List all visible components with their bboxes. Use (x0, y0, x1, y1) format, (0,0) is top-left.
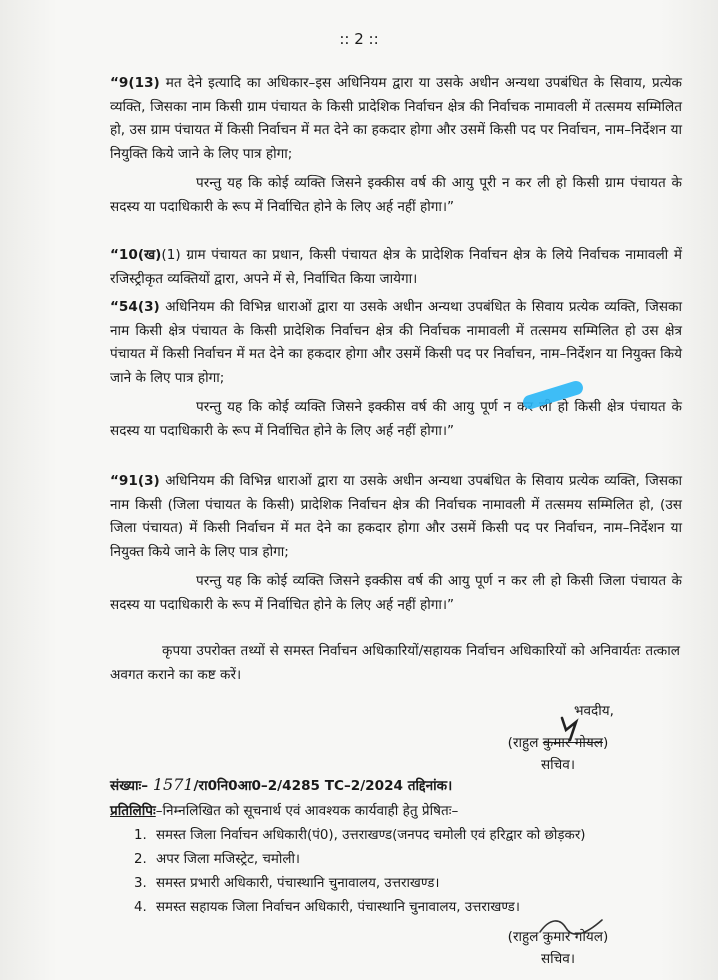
handwritten-number: 1571 (152, 775, 194, 794)
list-item: 1. समस्त जिला निर्वाचन अधिकारी(पं0), उत्तराखण्ड(जनपद चमोली एवं हरिद्वार को छोड़कर) (134, 828, 586, 843)
section-text: (1) ग्राम पंचायत का प्रधान, किसी पंचायत क्षेत्र के प्रादेशिक निर्वाचन क्षेत्र के लिये निर्वाचक नामावली में रजिस्ट्रीकृत व्यक्तियों द्वारा, अपने में से, निर्वाचित किया जायेगा। (110, 247, 682, 287)
section-9-13 (110, 72, 682, 219)
page-number: :: 2 :: (339, 30, 379, 48)
section-proviso: परन्तु यह कि कोई व्यक्ति जिसने इक्कीस वर्ष की आयु पूर्ण न कर ली हो किसी क्षेत्र पंचायत के सदस्य या पदाधिकारी के रूप में निर्वाचित होने के लिए अर्ह नहीं होगा।” (110, 399, 682, 439)
section-10-kh (110, 244, 682, 291)
handwritten-signature-2 (536, 914, 606, 936)
section-label: “10(ख) (110, 247, 162, 263)
handwritten-signature (556, 714, 584, 744)
section-proviso: परन्तु यह कि कोई व्यक्ति जिसने इक्कीस वर्ष की आयु पूर्ण न कर ली हो किसी जिला पंचायत के सदस्य या पदाधिकारी के रूप में निर्वाचित होने के लिए अर्ह नहीं होगा।” (110, 573, 682, 613)
section-54-3 (110, 296, 682, 443)
section-proviso: परन्तु यह कि कोई व्यक्ति जिसने इक्कीस वर्ष की आयु पूरी न कर ली हो किसी ग्राम पंचायत के सदस्य या पदाधिकारी के रूप में निर्वाचित होने के लिए अर्ह नहीं होगा।” (110, 175, 682, 215)
section-91-3 (110, 470, 682, 617)
copy-to-list (134, 824, 586, 920)
designation: सचिव। (540, 951, 576, 967)
list-item: 2. अपर जिला मजिस्ट्रेट, चमोली। (134, 852, 301, 867)
list-item: 4. समस्त सहायक जिला निर्वाचन अधिकारी, पंचास्थानि चुनावालय, उत्तराखण्ड। (134, 900, 520, 915)
section-text: मत देने इत्यादि का अधिकार–इस अधिनियम द्वारा या उसके अधीन अन्यथा उपबंधित के सिवाय, प्रत्येक व्यक्ति, जिसका नाम किसी ग्राम पंचायत के किसी प्रादेशिक निर्वाचन क्षेत्र की निर्वाचक नामावली में तत्समय सम्मिलित हो, उस ग्राम पंचायत में किसी निर्वाचन में मत देने का हकदार होगा और उसमें किसी पद पर निर्वाचन, नाम–निर्देशन या नियुक्ति किये जाने के लिए पात्र होगा; (110, 75, 682, 162)
section-label: “9(13) (110, 75, 160, 91)
struck-name: कुमार गोयल (542, 735, 604, 751)
section-label: “91(3) (110, 473, 160, 489)
list-item: 3. समस्त प्रभारी अधिकारी, पंचास्थानि चुनावालय, उत्तराखण्ड। (134, 876, 440, 891)
signatory-name: (राहुल कुमार गोयल) (507, 735, 609, 751)
signatory-name: (राहुल कुमार गोयल) (507, 929, 609, 945)
copy-to-text: –निम्नलिखित को सूचनार्थ एवं आवश्यक कार्यवाही हेतु प्रेषितः– (155, 803, 459, 819)
copy-to-label: प्रतिलिपिः (110, 803, 156, 819)
copy-to-heading (110, 800, 458, 819)
section-label: “54(3) (110, 299, 160, 315)
salutation: भवदीय, (573, 703, 614, 719)
section-text: अधिनियम की विभिन्न धाराओं द्वारा या उसके अधीन अन्यथा उपबंधित के सिवाय प्रत्येक व्यक्ति, जिसका नाम किसी (जिला पंचायत के किसी) प्रादेशिक निर्वाचन क्षेत्र की निर्वाचक नामावली में तत्समय सम्मिलित हो, (उस जिला पंचायत) में किसी निर्वाचन में मत देने का हकदार होगा और उसमें किसी पद पर निर्वाचन, नाम–निर्देशन या नियुक्त किये जाने के लिए पात्र होगा; (110, 473, 682, 560)
reference-number: संख्याः– 1571/रा0नि0आ0–2/4285 TC–2/2024 तद्दिनांक। (110, 775, 453, 794)
section-text: अधिनियम की विभिन्न धाराओं द्वारा या उसके अधीन अन्यथा उपबंधित के सिवाय प्रत्येक व्यक्ति, जिसका नाम किसी क्षेत्र पंचायत के किसी प्रादेशिक निर्वाचन क्षेत्र की निर्वाचक नामावली में तत्समय सम्मिलित हो उस क्षेत्र पंचायत में किसी निर्वाचन में मत देने का हकदार होगा और उसमें किसी पद पर निर्वाचन, नाम–निर्देशन या नियुक्त किये जाने के लिए पात्र होगा; (110, 299, 682, 386)
designation: सचिव। (540, 757, 576, 773)
closing-request: कृपया उपरोक्त तथ्यों से समस्त निर्वाचन अधिकारियों/सहायक निर्वाचन अधिकारियों को अनिवार्यतः तत्काल अवगत कराने का कष्ट करें। (110, 643, 680, 683)
